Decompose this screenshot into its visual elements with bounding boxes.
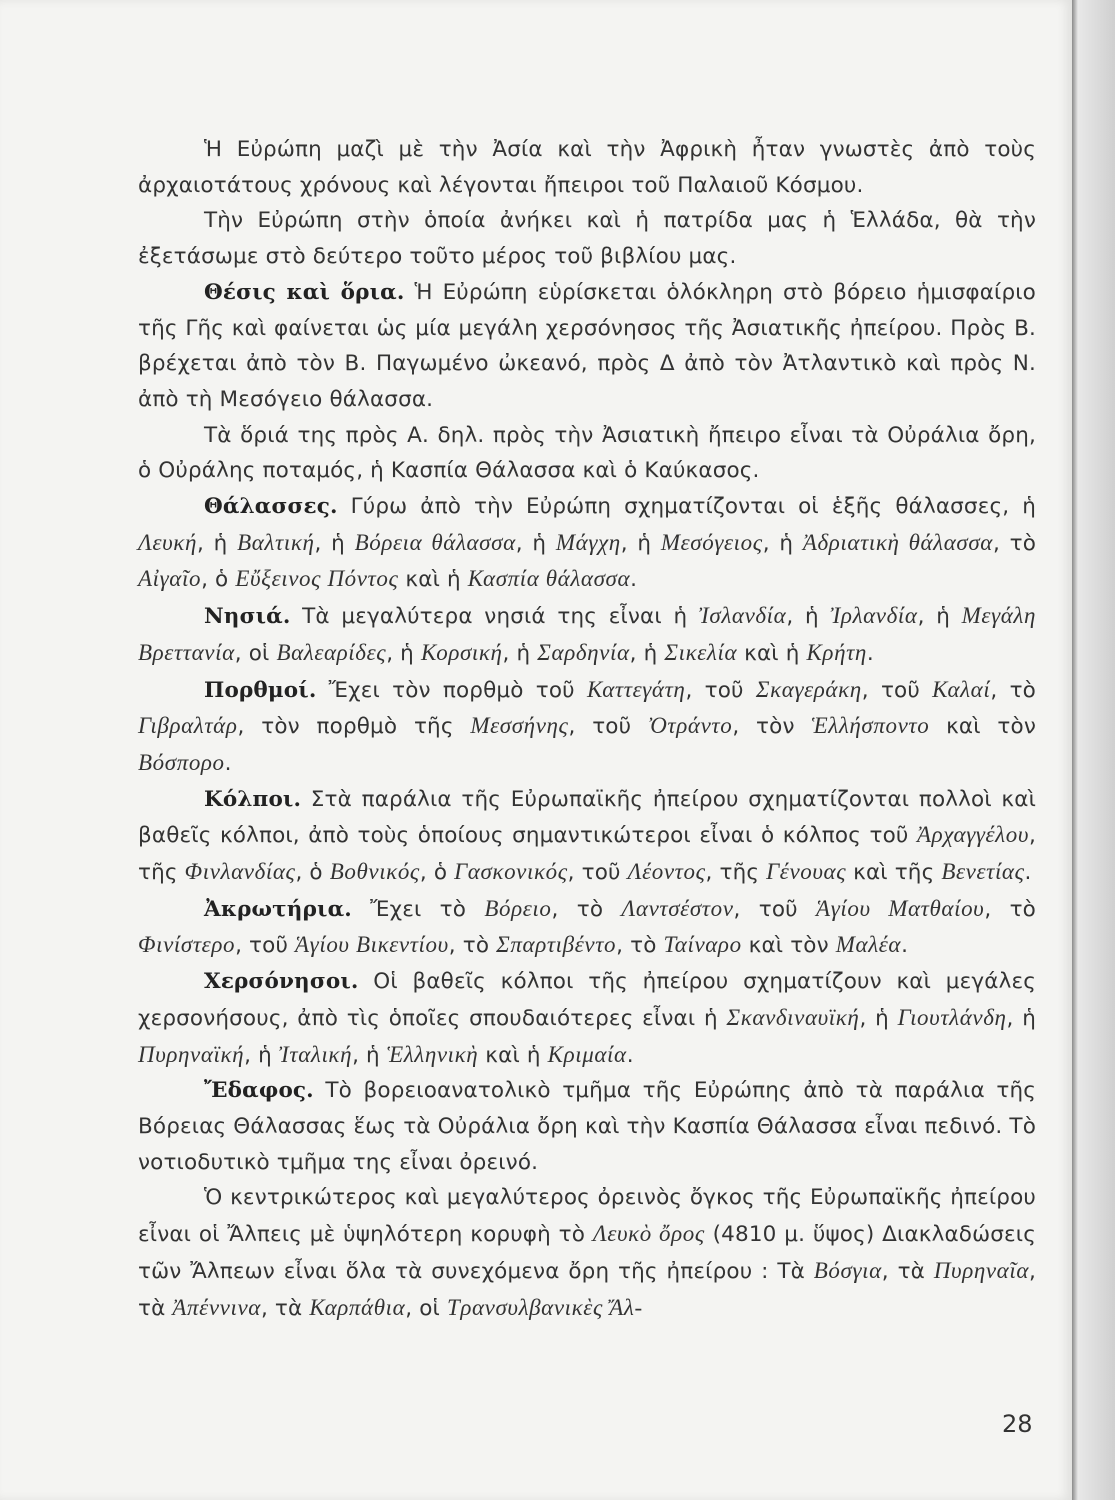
- place-name: Πυρηναῖα: [933, 1257, 1030, 1283]
- place-name: Ἀρχαγγέλου: [917, 822, 1030, 848]
- text-run: , τὰ: [138, 1258, 1036, 1321]
- paragraph: [138, 598, 1036, 671]
- text-run: .: [866, 640, 874, 666]
- text-run: Τὰ μεγαλύτερα νησιά της εἶναι ἡ: [290, 604, 699, 630]
- text-run: .: [626, 1042, 634, 1068]
- text-run: καὶ τὸν: [929, 714, 1036, 740]
- text-run: , τὸν πορθμὸ τῆς: [237, 714, 471, 740]
- paragraph: [138, 1180, 1036, 1326]
- paragraph: [138, 132, 1036, 203]
- text-run: , ἡ: [352, 1042, 387, 1068]
- text-run: , τὸ: [616, 933, 664, 959]
- paragraph: [138, 782, 1036, 891]
- text-run: Στὰ παράλια τῆς Εὐρωπαϊκῆς ἠπείρου σχηματίζονται πολλοὶ καὶ βαθεῖς κόλποι, ἀπὸ τοὺς ὁποίους σημαντικώτεροι εἶναι ὁ κόλπος τοῦ: [138, 786, 1036, 849]
- place-name: Τρανσυλβανικὲς Ἄλ-: [446, 1294, 643, 1320]
- section-heading: Νησιά.: [204, 604, 291, 630]
- place-name: Καττεγάτη: [586, 676, 686, 702]
- text-run: καὶ τῆς: [846, 860, 942, 886]
- text-run: , ὁ: [295, 860, 330, 886]
- text-run: , ἡ: [1006, 1005, 1036, 1031]
- place-name: Ἁγίου Βικεντίου: [295, 932, 449, 958]
- place-name: Βαλτική: [237, 529, 315, 555]
- place-name: Καρπάθια: [309, 1294, 406, 1320]
- section-heading: Χερσόνησοι.: [204, 969, 359, 995]
- place-name: Ἑλλήσποντο: [811, 713, 930, 739]
- paragraph: [138, 891, 1036, 964]
- place-name: Σαρδηνία: [537, 639, 630, 665]
- place-name: Σκανδιναυϊκή: [726, 1004, 860, 1030]
- text-run: , ἡ: [629, 640, 665, 666]
- text-run: Οἱ βαθεῖς κόλποι τῆς ἠπείρου σχηματίζουν καὶ μεγάλες χερσονήσους, ἀπὸ τὶς ὁποῖες σπουδαιότερες εἶναι ἡ: [138, 969, 1036, 1031]
- place-name: Μεσσήνης: [470, 713, 569, 739]
- paragraph: [138, 275, 1036, 418]
- text-run: Ἔχει τὸ: [351, 896, 485, 922]
- place-name: Γασκονικός: [454, 859, 568, 885]
- text-run: , τοῦ: [861, 677, 933, 703]
- place-name: Γιουτλάνδη: [897, 1004, 1007, 1030]
- place-name: Ἀδριατικὴ θάλασσα: [802, 529, 993, 555]
- text-run: , ἡ: [502, 640, 538, 666]
- text-run: , τὰ: [260, 1295, 310, 1321]
- text-run: , τῆς: [705, 860, 767, 886]
- place-name: Ἑλληνικὴ: [386, 1041, 479, 1067]
- text-run: Ἔχει τὸν πορθμὸ τοῦ: [316, 677, 587, 703]
- paragraph: [138, 203, 1036, 274]
- place-name: Βόρειο: [484, 895, 552, 921]
- text-run: , ἡ: [620, 530, 661, 556]
- text-run: , τὰ: [881, 1258, 934, 1284]
- place-name: Σπαρτιβέντο: [496, 932, 617, 958]
- place-name: Φινλανδίας: [184, 859, 296, 885]
- text-run: , τοῦ: [235, 933, 296, 959]
- place-name: Φινίστερο: [138, 932, 236, 958]
- text-run: Τὸ βορειοανατολικὸ τμῆμα τῆς Εὐρώπης ἀπὸ τὰ παράλια τῆς Βόρειας Θάλασσας ἕως τὰ Οὐράλια ὄρη καὶ τὴν Κασπία Θάλασσα εἶναι πεδινό. Τὸ νοτιοδυτικὸ τμῆμα της εἶναι ὀρεινό.: [138, 1078, 1036, 1175]
- place-name: Γένουας: [766, 859, 847, 885]
- place-name: Λαντσέστον: [621, 895, 734, 921]
- text-run: , ἡ: [244, 1042, 279, 1068]
- text-run: , ὁ: [201, 567, 236, 593]
- text-run: , ἡ: [515, 530, 556, 556]
- place-name: Πυρηναϊκή: [138, 1041, 245, 1067]
- text-run: , τοῦ: [685, 677, 756, 703]
- place-name: Γιβραλτάρ: [138, 713, 238, 739]
- text-run: , ἡ: [917, 604, 962, 630]
- text-run: , ἡ: [859, 1005, 898, 1031]
- text-run: , ὁ: [419, 860, 455, 886]
- section-heading: Κόλποι.: [204, 786, 302, 812]
- text-run: .: [901, 933, 909, 959]
- text-run: , τοῦ: [733, 896, 817, 922]
- text-run: , τὸ: [992, 530, 1037, 556]
- text-run: καὶ ἡ: [398, 567, 468, 593]
- text-run: Ἡ Εὐρώπη μαζὶ μὲ τὴν Ἀσία καὶ τὴν Ἀφρικὴ ἦταν γνωστὲς ἀπὸ τοὺς ἀρχαιοτάτους χρόνους καὶ λέγονται ἤπειροι τοῦ Παλαιοῦ Κόσμου.: [138, 137, 1036, 198]
- place-name: Ἰρλανδία: [830, 603, 918, 629]
- section-heading: Ἀκρωτήρια.: [204, 896, 352, 922]
- place-name: Αἰγαῖο: [138, 566, 202, 592]
- place-name: Σκαγεράκη: [755, 676, 862, 702]
- paragraph: [138, 964, 1036, 1073]
- place-name: Καλαί: [932, 676, 991, 702]
- text-run: καὶ τὸν: [741, 933, 836, 959]
- text-run: , τοῦ: [568, 714, 648, 740]
- place-name: Μεσόγειος: [660, 529, 763, 555]
- section-heading: Πορθμοί.: [204, 677, 317, 703]
- text-run: καὶ ἡ: [478, 1042, 548, 1068]
- place-name: Εὔξεινος Πόντος: [235, 566, 399, 592]
- text-run: , οἱ: [405, 1295, 447, 1321]
- place-name: Λέοντος: [627, 859, 706, 885]
- section-heading: Ἔδαφος.: [204, 1078, 314, 1104]
- text-run: , τὸ: [984, 896, 1036, 922]
- place-name: Βόρεια θάλασσα: [354, 529, 516, 555]
- place-name: Λευκή: [138, 529, 197, 555]
- page-edge: [1072, 0, 1115, 1500]
- place-name: Ὀτράντο: [647, 713, 733, 739]
- section-heading: Θέσις καὶ ὅρια.: [204, 279, 405, 305]
- text-run: , τὸν: [732, 714, 812, 740]
- text-run: , ἡ: [762, 530, 803, 556]
- place-name: Βοθνικός: [329, 859, 420, 885]
- text-run: καὶ ἡ: [737, 640, 807, 666]
- text-run: (4810 μ. ὕψος) Διακλαδώσεις τῶν Ἄλπεων εἶναι ὅλα τὰ συνεχόμενα ὄρη τῆς ἠπείρου : Τὰ: [138, 1222, 1036, 1284]
- text-run: Ἡ Εὐρώπη εὑρίσκεται ὁλόκληρη στὸ βόρειο ἡμισφαίριο τῆς Γῆς καὶ φαίνεται ὡς μία μεγάλη χερσόνησος τῆς Ἀσιατικῆς ἠπείρου. Πρὸς Β. βρέχεται ἀπὸ τὸν Β. Παγωμένο ὠκεανό, πρὸς Δ ἀπὸ τὸν Ἀτλαντικὸ καὶ πρὸς Ν. ἀπὸ τὴ Μεσόγειο θάλασσα.: [138, 279, 1036, 412]
- place-name: Ἰταλική: [278, 1041, 353, 1067]
- place-name: Λευκὸ ὄρος: [592, 1221, 705, 1247]
- text-run: , τὸ: [990, 677, 1036, 703]
- place-name: Κασπία θάλασσα: [467, 566, 631, 592]
- place-name: Βενετίας: [941, 859, 1025, 885]
- page-number: 28: [1002, 1410, 1033, 1438]
- place-name: Σικελία: [664, 639, 738, 665]
- text-run: .: [224, 750, 232, 776]
- paragraph: [138, 1073, 1036, 1180]
- text-run: , τὸ: [448, 933, 497, 959]
- text-run: , οἱ: [234, 640, 277, 666]
- place-name: Μάγχη: [555, 529, 621, 555]
- text-run: , ἡ: [314, 530, 355, 556]
- text-run: , τὸ: [551, 896, 622, 922]
- place-name: Ταίναρο: [663, 932, 742, 958]
- place-name: Ἰσλανδία: [698, 603, 787, 629]
- text-run: , τοῦ: [567, 860, 628, 886]
- place-name: Βόσγια: [813, 1257, 882, 1283]
- place-name: Κριμαία: [547, 1041, 627, 1067]
- text-run: Γύρω ἀπὸ τὴν Εὐρώπη σχηματίζονται οἱ ἑξῆς θάλασσες, ἡ: [337, 494, 1036, 520]
- text-run: , ἡ: [786, 604, 831, 630]
- place-name: Ἁγίου Ματθαίου: [816, 895, 985, 921]
- paragraph: [138, 418, 1036, 489]
- text-run: , ἡ: [196, 530, 238, 556]
- place-name: Μαλέα: [835, 932, 902, 958]
- text-run: Τὰ ὅριά της πρὸς Α. δηλ. πρὸς τὴν Ἀσιατικὴ ἤπειρο εἶναι τὰ Οὐράλια ὄρη, ὁ Οὐράλης ποταμός, ἡ Κασπία Θάλασσα καὶ ὁ Καύκασος.: [138, 422, 1036, 484]
- section-heading: Θάλασσες.: [204, 494, 338, 520]
- place-name: Ἀπέννινα: [172, 1294, 261, 1320]
- text-run: .: [1024, 860, 1032, 886]
- text-run: , τῆς: [138, 823, 1036, 886]
- body-text: [138, 132, 1036, 1326]
- place-name: Βόσπορο: [138, 749, 225, 775]
- text-run: , ἡ: [386, 640, 421, 666]
- place-name: Κρήτη: [806, 639, 867, 665]
- place-name: Βαλεαρίδες: [276, 639, 387, 665]
- place-name: Κορσική: [420, 639, 503, 665]
- text-run: .: [630, 567, 638, 593]
- paragraph: [138, 489, 1036, 598]
- text-run: Ὁ κεντρικώτερος καὶ μεγαλύτερος ὀρεινὸς ὄγκος τῆς Εὐρωπαϊκῆς ἠπείρου εἶναι οἱ Ἄλπεις μὲ ὑψηλότερη κορυφὴ τὸ: [138, 1185, 1036, 1248]
- text-run: Τὴν Εὐρώπη στὴν ὁποία ἀνήκει καὶ ἡ πατρίδα μας ἡ Ἑλλάδα, θὰ τὴν ἐξετάσωμε στὸ δεύτερο τοῦτο μέρος τοῦ βιβλίου μας.: [138, 208, 1036, 270]
- place-name: Μεγάλη Βρεττανία: [138, 603, 1036, 665]
- paragraph: [138, 672, 1036, 782]
